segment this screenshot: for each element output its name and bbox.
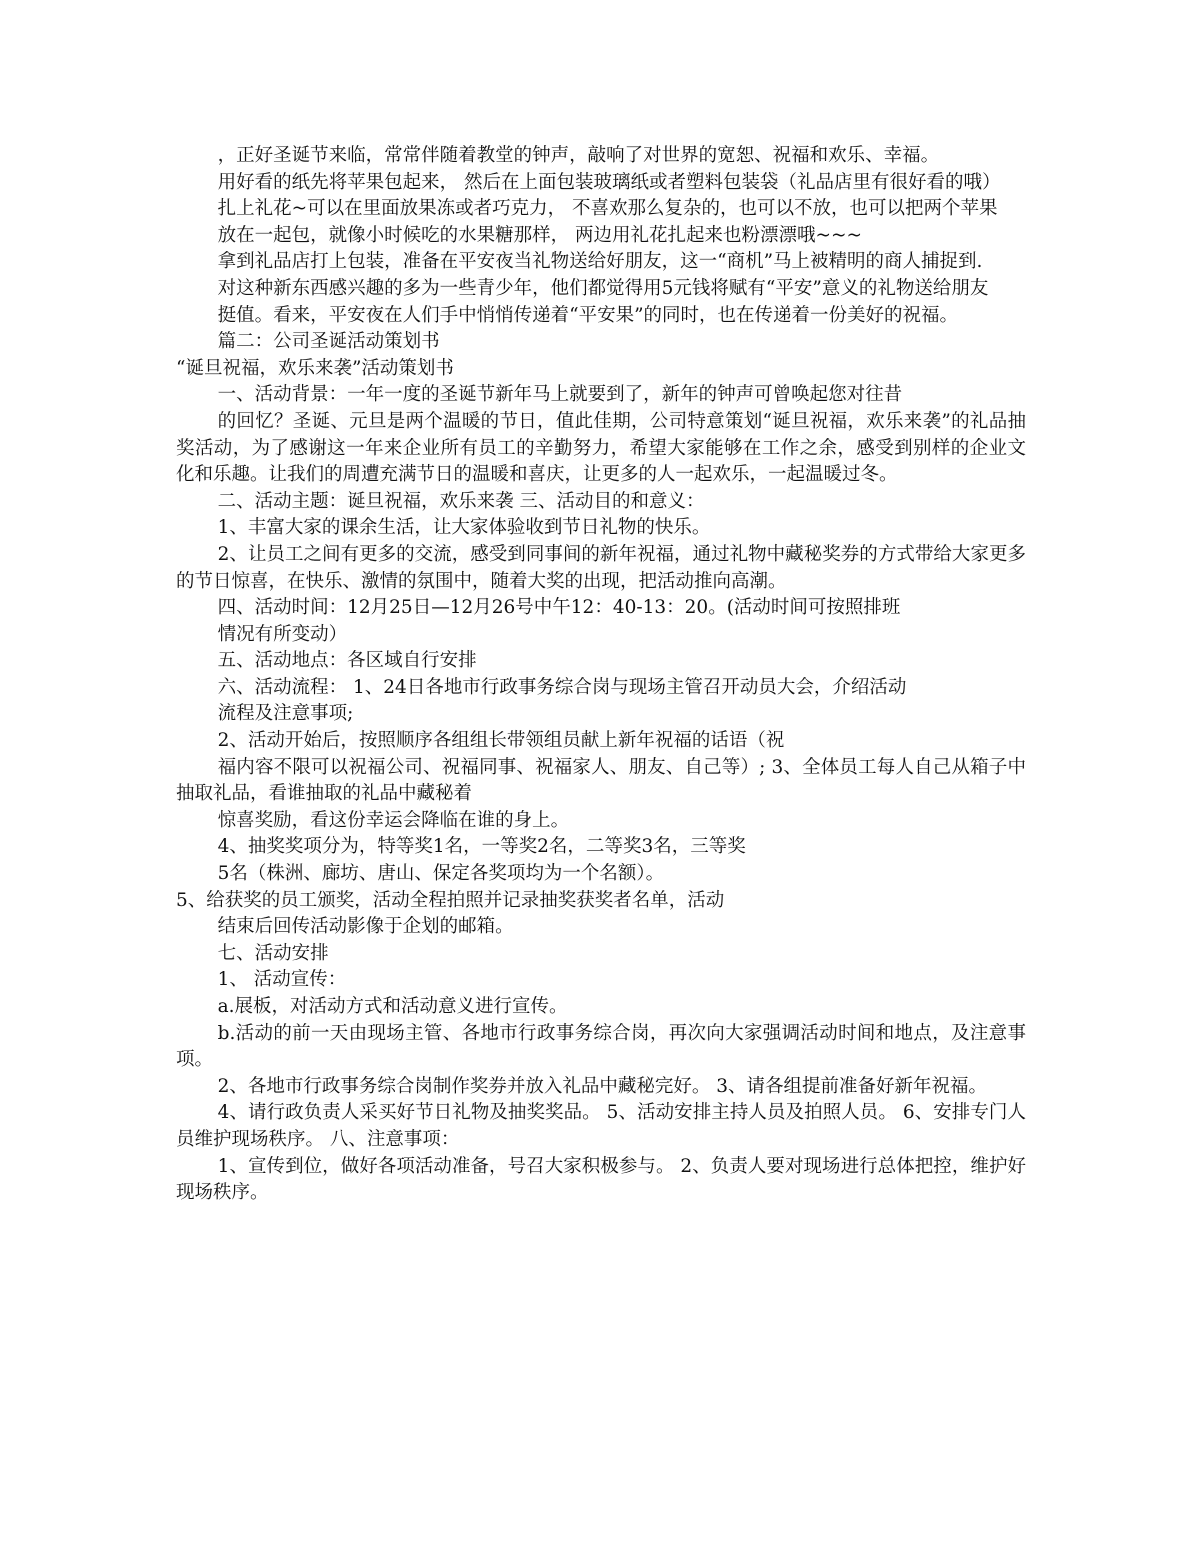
paragraph: 4、抽奖奖项分为，特等奖1名，一等奖2名，二等奖3名，三等奖: [217, 836, 746, 858]
document-body: [176, 143, 1026, 1207]
paragraph: 1、 活动宣传：: [217, 969, 347, 991]
paragraph: 2、活动开始后，按照顺序各组组长带领组员献上新年祝福的话语（祝: [217, 730, 785, 752]
paragraph: 用好看的纸先将苹果包起来， 然后在上面包装玻璃纸或者塑料包装袋（礼品店里有很好看的哦）: [217, 171, 1001, 193]
paragraph: ，正好圣诞节来临，常常伴随着教堂的钟声，敲响了对世界的宽恕、祝福和欢乐、幸福。: [217, 145, 940, 166]
paragraph: 流程及注意事项;: [217, 703, 354, 725]
paragraph: 二、活动主题：诞旦祝福，欢乐来袭 三、活动目的和意义：: [217, 490, 705, 512]
paragraph: 结束后回传活动影像于企划的邮箱。: [217, 916, 514, 938]
paragraph: a.展板，对活动方式和活动意义进行宣传。: [217, 996, 568, 1017]
paragraph: 扎上礼花~可以在里面放果冻或者巧克力， 不喜欢那么复杂的，也可以不放，也可以把两个苹果: [217, 198, 998, 220]
paragraph: 福内容不限可以祝福公司、祝福同事、祝福家人、朋友、自己等）; 3、全体员工每人自己从箱子中抽取礼品，看谁抽取的礼品中藏秘着: [176, 756, 1026, 805]
paragraph: 五、活动地点：各区域自行安排: [217, 650, 477, 672]
paragraph: 5、给获奖的员工颁奖，活动全程拍照并记录抽奖获奖者名单，活动: [176, 889, 725, 911]
paragraph: 的回忆？圣诞、元旦是两个温暖的节日，值此佳期，公司特意策划“诞旦祝福，欢乐来袭”的礼品抽奖活动，为了感谢这一年来企业所有员工的辛勤努力，希望大家能够在工作之余，感受到别样的企业文化和乐趣。让我们的周遭充满节日的温暖和喜庆，让更多的人一起欢乐，一起温暖过冬。: [176, 410, 1026, 486]
paragraph: 2、各地市行政事务综合岗制作奖券并放入礼品中藏秘完好。 3、请各组提前准备好新年祝福。: [217, 1075, 988, 1097]
paragraph: 一、活动背景：一年一度的圣诞节新年马上就要到了，新年的钟声可曾唤起您对往昔: [217, 384, 903, 406]
paragraph: 六、活动流程： 1、24日各地市行政事务综合岗与现场主管召开动员大会，介绍活动: [217, 676, 907, 698]
document-title: “诞旦祝福，欢乐来袭”活动策划书: [176, 357, 454, 379]
section-heading: 七、活动安排: [217, 942, 329, 964]
paragraph: 5名（株洲、廊坊、唐山、保定各奖项均为一个名额）。: [217, 863, 665, 885]
paragraph: 2、让员工之间有更多的交流，感受到同事间的新年祝福，通过礼物中藏秘奖券的方式带给大家更多的节日惊喜，在快乐、激情的氛围中，随着大奖的出现，把活动推向高潮。: [176, 543, 1026, 592]
paragraph: 对这种新东西感兴趣的多为一些青少年，他们都觉得用5元钱将赋有“平安”意义的礼物送给朋友: [217, 277, 989, 299]
paragraph: 1、丰富大家的课余生活，让大家体验收到节日礼物的快乐。: [217, 517, 711, 539]
paragraph: 4、请行政负责人采买好节日礼物及抽奖奖品。 5、活动安排主持人员及拍照人员。 6、安排专门人员维护现场秩序。 八、注意事项：: [176, 1102, 1026, 1150]
paragraph: 惊喜奖励，看这份幸运会降临在谁的身上。: [217, 809, 570, 831]
paragraph: b.活动的前一天由现场主管、各地市行政事务综合岗，再次向大家强调活动时间和地点，及注意事项。: [176, 1022, 1026, 1071]
paragraph: 挺值。看来，平安夜在人们手中悄悄传递着“平安果”的同时，也在传递着一份美好的祝福。: [217, 304, 959, 326]
paragraph: 拿到礼品店打上包装，准备在平安夜当礼物送给好朋友，这一“商机”马上被精明的商人捕捉到.: [217, 251, 983, 273]
paragraph: 1、宣传到位，做好各项活动准备，号召大家积极参与。 2、负责人要对现场进行总体把控，维护好现场秩序。: [176, 1155, 1026, 1204]
paragraph: 情况有所变动）: [217, 623, 348, 645]
section-heading: 篇二：公司圣诞活动策划书: [217, 331, 440, 353]
paragraph: 放在一起包，就像小时候吃的水果糖那样， 两边用礼花扎起来也粉漂漂哦~~~: [217, 224, 863, 246]
paragraph: 四、活动时间：12月25日—12月26号中午12：40-13：20。(活动时间可按照排班: [217, 597, 901, 619]
